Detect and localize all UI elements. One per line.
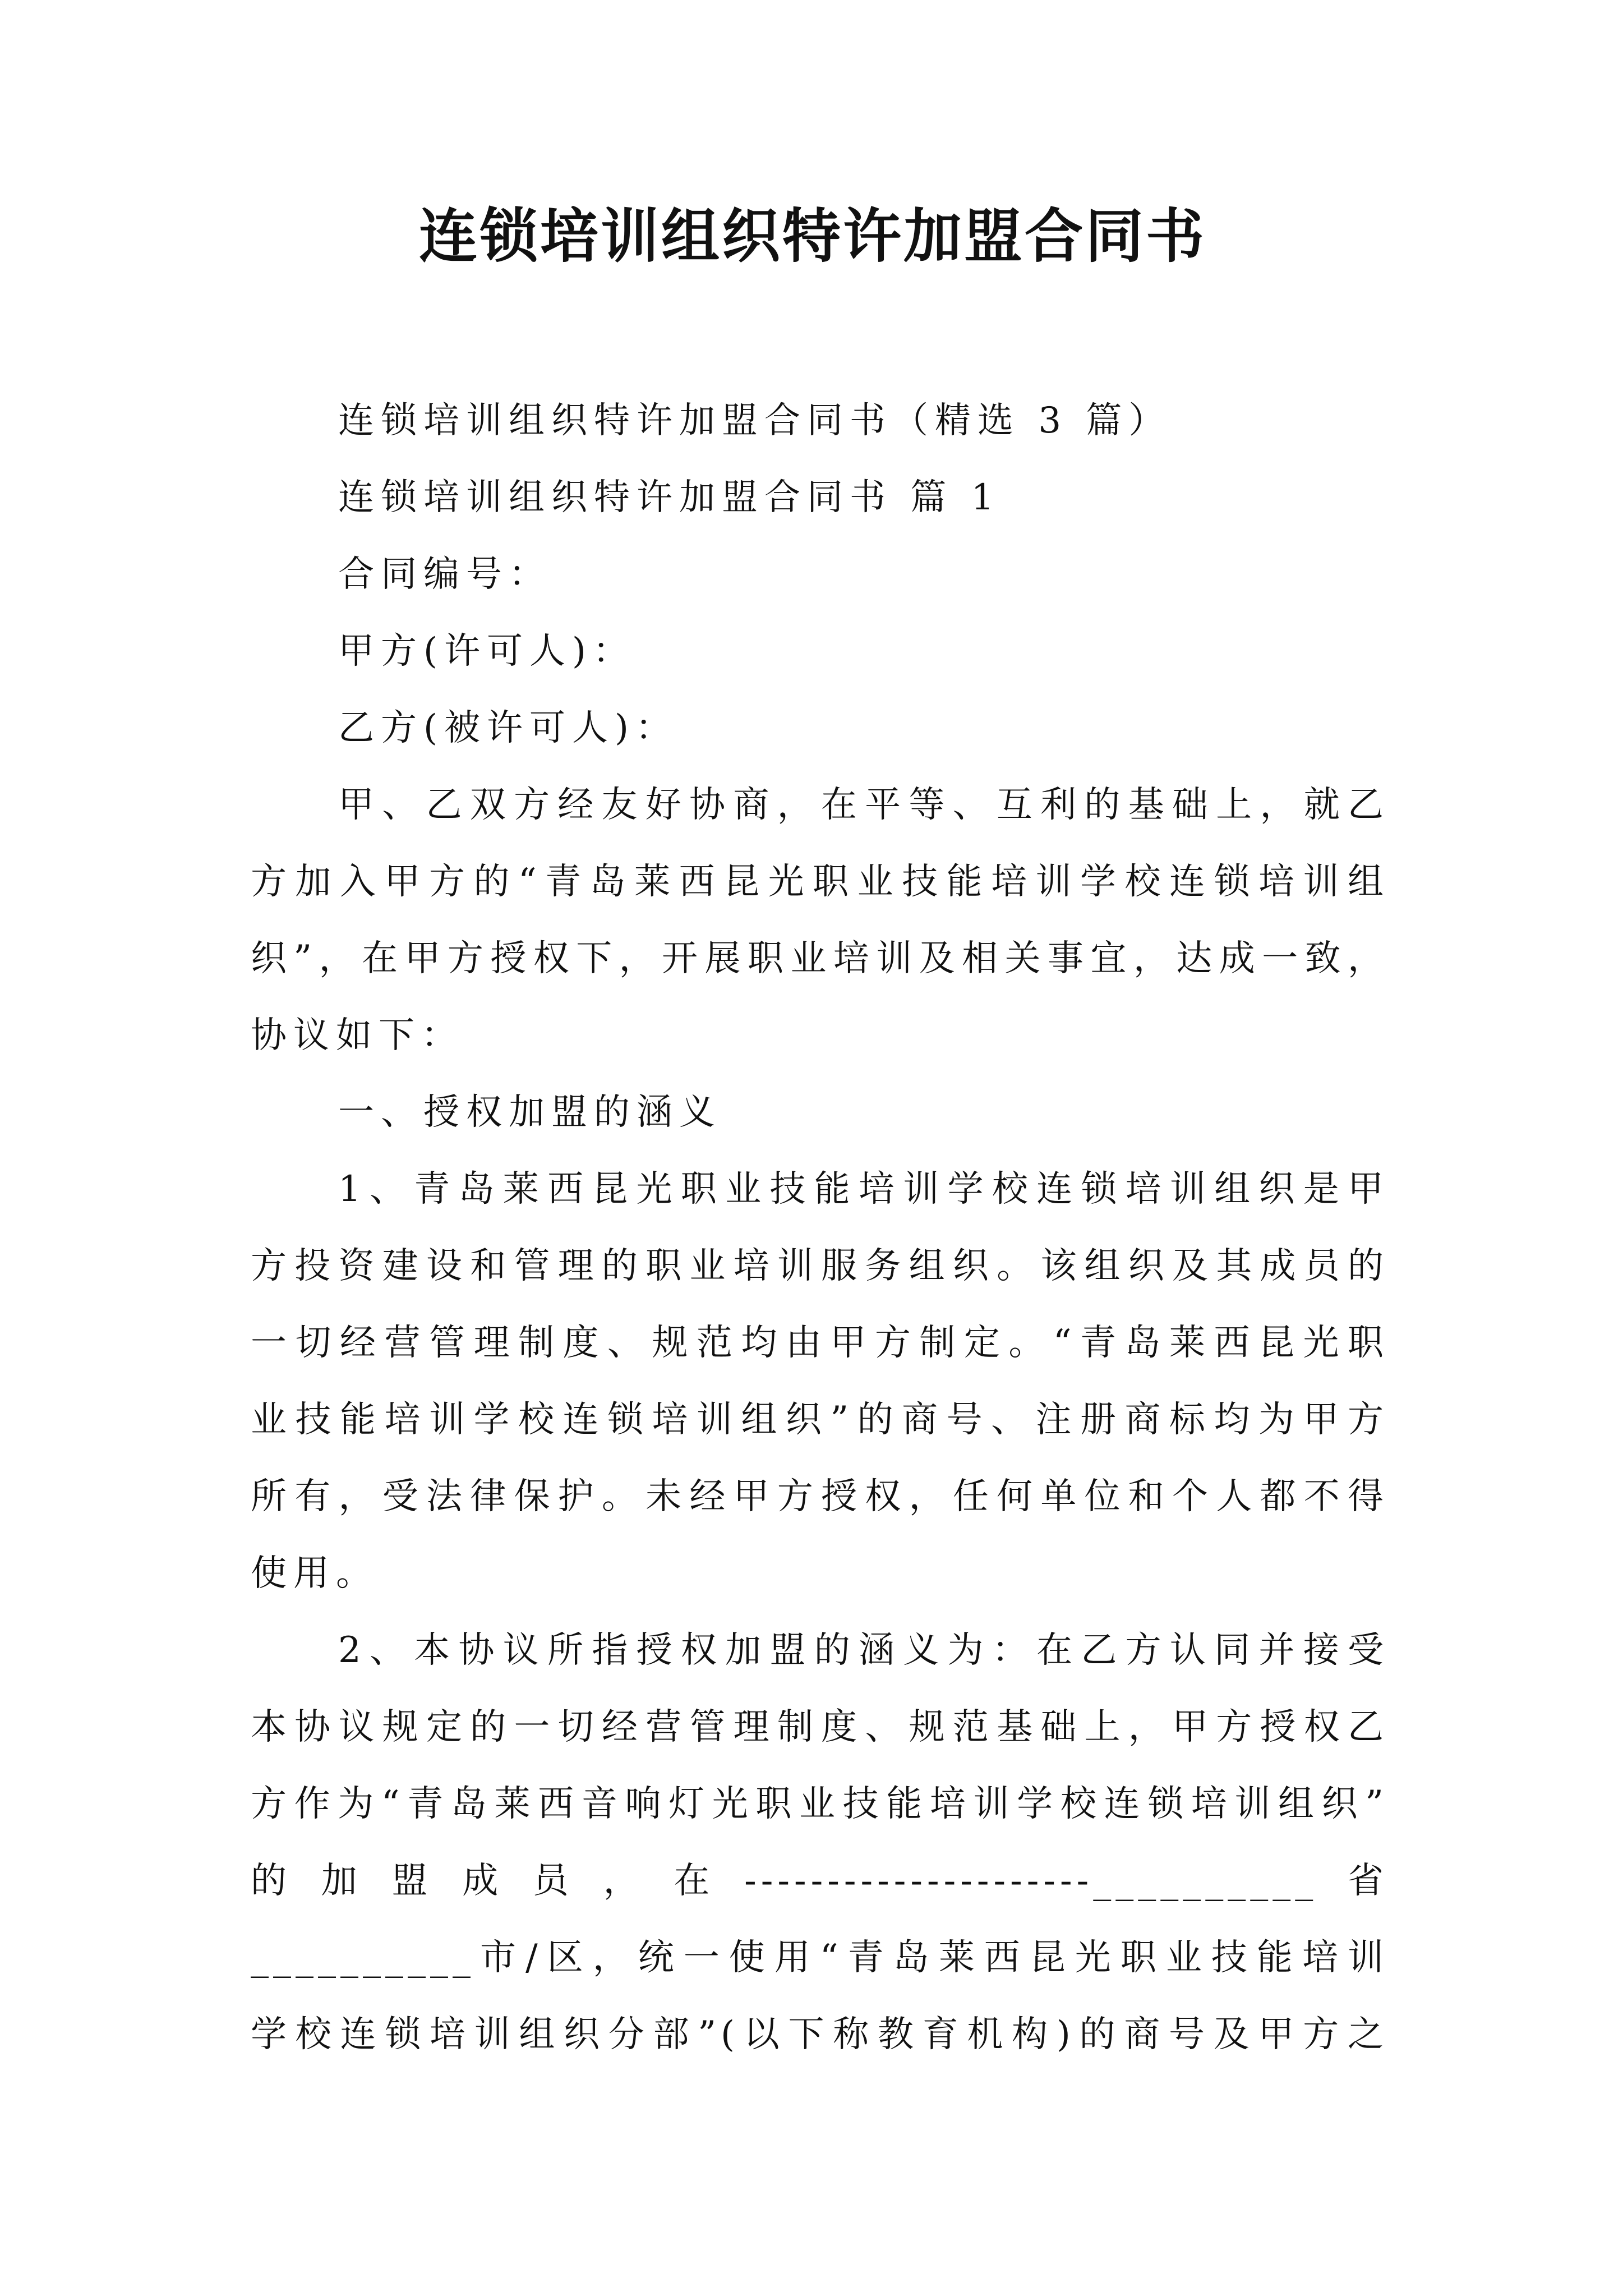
section-heading: 一、授权加盟的涵义 xyxy=(338,1092,722,1133)
body-line: 连锁培训组织特许加盟合同书 篇 1 xyxy=(338,477,1001,518)
body-line: 甲方(许可人)： xyxy=(338,631,635,672)
body-line: 方投资建设和管理的职业培训服务组织。该组织及其成员的 xyxy=(251,1245,1388,1287)
body-line: 的加盟成员，在---------------------__________省 xyxy=(251,1860,1388,1902)
body-line: 织”，在甲方授权下，开展职业培训及相关事宜，达成一致， xyxy=(251,938,1388,979)
body-line: 2、本协议所指授权加盟的涵义为：在乙方认同并接受 xyxy=(338,1630,1388,1671)
body-line: __________市/区，统一使用“青岛莱西昆光职业技能培训 xyxy=(251,1937,1388,1978)
body-line: 方作为“青岛莱西音响灯光职业技能培训学校连锁培训组织” xyxy=(251,1783,1388,1825)
body-line: 协议如下： xyxy=(251,1015,464,1056)
body-line: 业技能培训学校连锁培训组织”的商号、注册商标均为甲方 xyxy=(251,1399,1388,1441)
body-line: 本协议规定的一切经营管理制度、规范基础上，甲方授权乙 xyxy=(251,1706,1388,1748)
body-line: 所有，受法律保护。未经甲方授权，任何单位和个人都不得 xyxy=(251,1476,1388,1517)
body-line: 一切经营管理制度、规范均由甲方制定。“青岛莱西昆光职 xyxy=(251,1322,1388,1364)
body-line: 使用。 xyxy=(251,1553,379,1594)
body-line: 合同编号： xyxy=(338,554,551,595)
body-line: 1、青岛莱西昆光职业技能培训学校连锁培训组织是甲 xyxy=(338,1168,1388,1210)
document-title: 连锁培训组织特许加盟合同书 xyxy=(418,201,1206,270)
body-line: 甲、乙双方经友好协商，在平等、互利的基础上，就乙 xyxy=(338,784,1388,826)
document-body xyxy=(251,383,1388,2073)
body-line: 乙方(被许可人)： xyxy=(338,707,678,749)
body-line: 学校连锁培训组织分部”(以下称教育机构)的商号及甲方之 xyxy=(251,2014,1388,2055)
body-line: 方加入甲方的“青岛莱西昆光职业技能培训学校连锁培训组 xyxy=(251,861,1388,903)
body-line: 连锁培训组织特许加盟合同书（精选 3 篇） xyxy=(338,400,1172,441)
